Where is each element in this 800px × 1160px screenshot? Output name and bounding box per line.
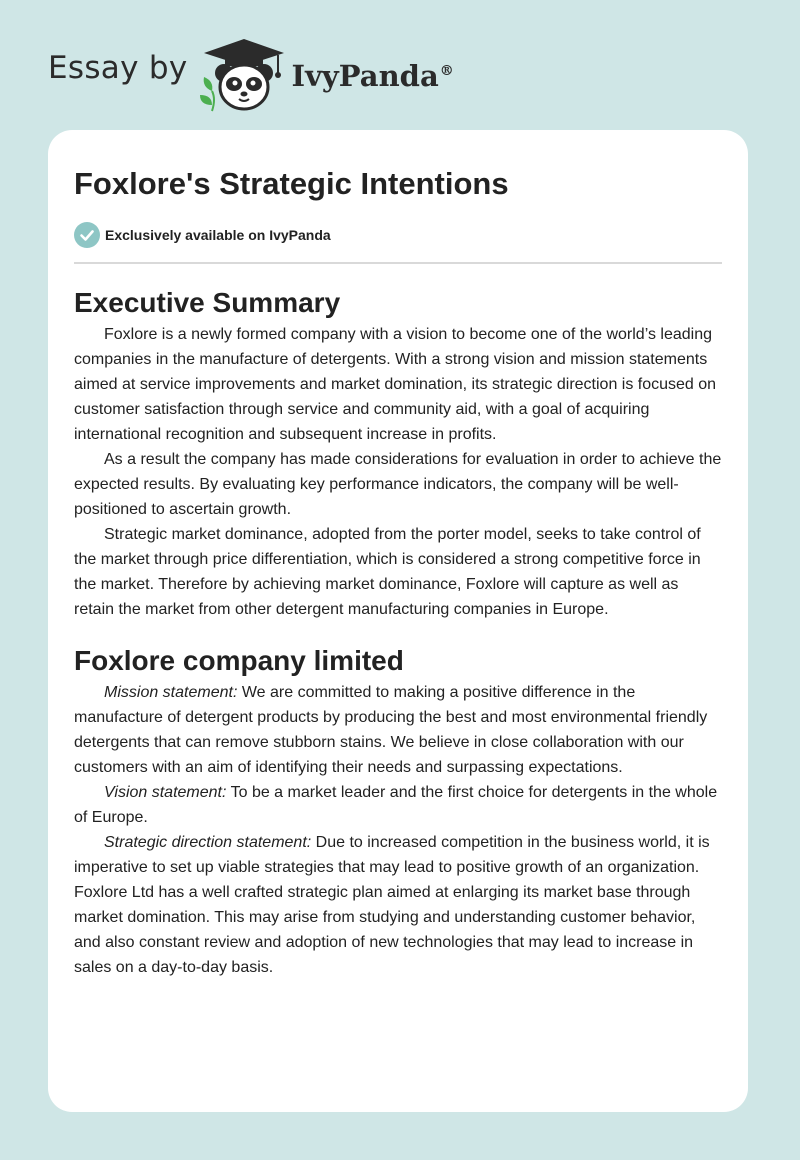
strategic-direction-label: Strategic direction statement: xyxy=(104,834,312,851)
brand-name[interactable] xyxy=(292,59,454,93)
essay-card xyxy=(48,130,748,1112)
mission-statement-label: Mission statement: xyxy=(104,684,238,701)
mission-statement-paragraph xyxy=(74,680,722,780)
title-divider xyxy=(74,262,722,264)
vision-statement-paragraph xyxy=(74,780,722,830)
brand-prefix: Essay by xyxy=(48,50,188,86)
check-circle-icon xyxy=(74,222,100,248)
site-header xyxy=(48,34,454,114)
strategic-direction-text: Due to increased competition in the business world, it is imperative to set up viable strategies that may lead to positive growth of an organization. Foxlore Ltd has a well crafted strategic plan aimed at enlarging its market base through market domination. This may arise from studying and understanding customer behavior, and also constant review and adoption of new technologies that may lead to increase in sales on a day-to-day basis. xyxy=(74,834,710,976)
section-heading: Foxlore company limited xyxy=(74,645,404,676)
vision-statement-text: To be a market leader and the first choice for detergents in the whole of Europe. xyxy=(74,784,718,826)
exclusive-badge xyxy=(74,222,722,248)
paragraph: Foxlore is a newly formed company with a vision to become one of the world’s leading companies in the manufacture of detergents. With a strong vision and mission statements aimed at service improvements and market domination, its strategic direction is focused on customer satisfaction through service and community aid, with a goal of acquiring international recognition and subsequent increase in profits. xyxy=(74,326,717,443)
strategic-direction-paragraph xyxy=(74,830,722,980)
paragraph: As a result the company has made considerations for evaluation in order to achieve the expected results. By evaluating key performance indicators, the company will be well-positioned to ascertain growth. xyxy=(74,451,722,518)
paragraph: Strategic market dominance, adopted from the porter model, seeks to take control of the market through price differentiation, which is considered a strong competitive force in the market. Therefore by achieving market dominance, Foxlore will capture as well as retain the market from other detergent manufacturing companies in Europe. xyxy=(74,526,701,618)
mission-statement-text: We are committed to making a positive difference in the manufacture of detergent products by producing the best and most environmental friendly detergents that can remove stubborn stains. We believe in close collaboration with our customers with an aim of identifying their needs and surpassing expectations. xyxy=(74,684,708,776)
vision-statement-label: Vision statement: xyxy=(104,784,227,801)
registered-mark: ® xyxy=(439,63,454,80)
panda-logo-icon[interactable] xyxy=(198,35,290,113)
section-heading: Executive Summary xyxy=(74,287,341,318)
page-title: Foxlore's Strategic Intentions xyxy=(74,166,509,201)
section-company-limited xyxy=(74,642,722,980)
brand-name-text: IvyPanda xyxy=(291,59,439,93)
exclusive-badge-text: Exclusively available on IvyPanda xyxy=(105,227,331,243)
section-executive-summary xyxy=(74,284,722,622)
